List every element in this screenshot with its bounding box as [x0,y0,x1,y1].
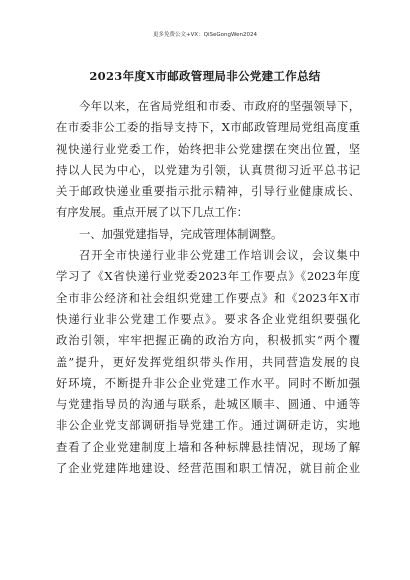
body-line: 持以人民为中心，以党建为引领，认真贯彻习近平总书记 [56,163,360,177]
header-note: 更多免费公文+VX：QiSeGongWen2024 [153,32,257,38]
document-title: 2023年度X市邮政管理局非公党建工作总结 [89,69,321,83]
body-line: 今年以来，在省局党组和市委、市政府的坚强领导下， [79,100,360,113]
body-line: 查看了企业党建制度上墙和各种标牌悬挂情况，现场了解 [56,440,360,454]
document-body [56,96,360,479]
body-line: 全市非公经济和社会组织党建工作要点》和《2023年X市 [56,291,360,305]
body-line: 政治引领，牢牢把握正确的政治方向，积极抓实“两个覆 [56,334,360,348]
body-line: 在市委非公工委的指导支持下，X市邮政管理局党组高度重 [56,121,360,135]
body-line: 快递行业非公党建工作要点》。要求各企业党组织要强化 [56,312,360,326]
body-line: 学习了《X省快递行业党委2023年工作要点》《2023年度 [56,270,360,284]
body-line: 盖”提升，更好发挥党组织带头作用，共同营造发展的良 [56,355,360,369]
body-line: 非公企业党支部调研指导党建工作。通过调研走访，实地 [56,419,360,433]
body-line: 关于邮政快递业重要指示批示精神，引导行业健康成长、 [56,185,360,199]
body-line: 与党建指导员的沟通与联系，赴城区顺丰、圆通、中通等 [56,398,360,412]
section-heading: 一、加强党建指导，完成管理体制调整。 [79,227,283,241]
body-line: 视快递行业党委工作，始终把非公党建摆在突出位置，坚 [56,142,360,156]
body-line: 好环境，不断提升非公企业党建工作水平。同时不断加强 [56,376,360,390]
body-line: 了企业党建阵地建设、经营范围和职工情况，就目前企业 [56,462,360,476]
body-line: 有序发展。重点开展了以下几点工作： [56,206,249,220]
body-line: 召开全市快递行业非公党建工作培训会议，会议集中 [79,249,360,263]
